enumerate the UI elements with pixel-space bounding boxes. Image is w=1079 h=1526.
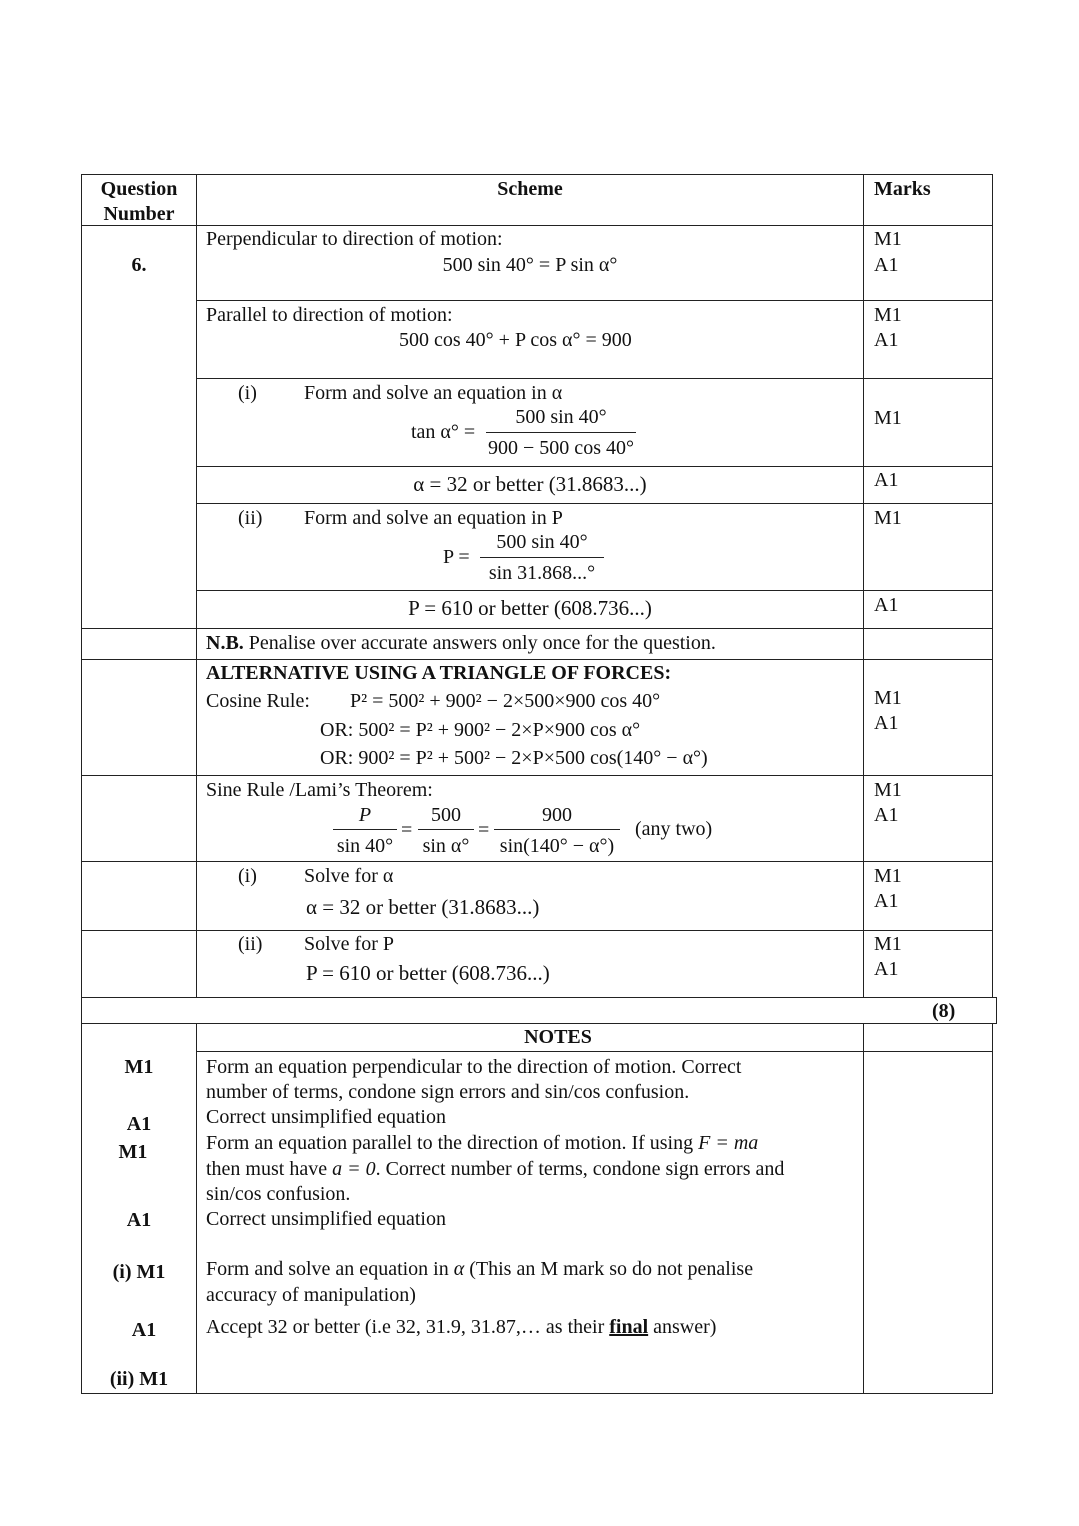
nb-note: N.B. Penalise over accurate answers only once for the question. (206, 632, 716, 654)
notes-m1-perp-line-1: Form an equation perpendicular to the direction of motion. Correct (206, 1056, 742, 1078)
notes-m1-para-line-3: sin/cos confusion. (206, 1183, 351, 1205)
cosine-eq-3: OR: 900² = P² + 500² − 2×P×500 cos(140° − α°) (320, 747, 708, 769)
notes-m1-para-line-1: Form an equation parallel to the direction of motion. If using F = ma (206, 1132, 759, 1154)
cosine-mark-2: A1 (874, 712, 899, 734)
perp-equation: 500 sin 40° = P sin α° (442, 254, 618, 276)
sine-any-two: (any two) (635, 818, 713, 840)
part-i-mark: M1 (874, 407, 902, 429)
part-ii-numerator: 500 sin 40° (496, 531, 588, 553)
alt-title: ALTERNATIVE USING A TRIANGLE OF FORCES: (206, 662, 672, 684)
question-number: 6. (131, 254, 147, 276)
cosine-rule-label: Cosine Rule: (206, 690, 310, 712)
notes-ii-m1: (ii) M1 (109, 1368, 169, 1390)
alt-i-mark-1: M1 (874, 865, 902, 887)
part-ii-result-mark: A1 (874, 594, 899, 616)
alt-ii-mark-1: M1 (874, 933, 902, 955)
notes-a1-para-text: Correct unsimplified equation (206, 1208, 446, 1230)
notes-a1-perp: A1 (126, 1113, 152, 1135)
perp-label: Perpendicular to direction of motion: (206, 228, 503, 250)
part-ii-denominator: sin 31.868...° (488, 562, 596, 584)
notes-m1-perp: M1 (124, 1056, 154, 1078)
alt-ii-text: Solve for P (304, 933, 394, 955)
alt-i-result: α = 32 or better (31.8683...) (306, 895, 540, 919)
header-marks: Marks (874, 178, 931, 200)
para-equation: 500 cos 40° + P cos α° = 900 (399, 329, 632, 351)
part-i-numerator: 500 sin 40° (515, 406, 607, 428)
header-scheme: Scheme (497, 178, 563, 200)
sine-equals-2: = (478, 819, 490, 841)
sine-mark-1: M1 (874, 779, 902, 801)
sine-num-2: 500 (431, 804, 461, 826)
para-label: Parallel to direction of motion: (206, 304, 453, 326)
notes-title: NOTES (524, 1026, 592, 1048)
alt-ii-label: (ii) (238, 933, 263, 955)
alt-i-text: Solve for α (304, 865, 394, 887)
header-question-number: Question Number (100, 178, 178, 225)
notes-a1-final-text: Accept 32 or better (i.e 32, 31.9, 31.87,… as their final answer) (206, 1316, 717, 1338)
cosine-mark-1: M1 (874, 687, 902, 709)
sine-num-3: 900 (542, 804, 572, 826)
notes-a1-final: A1 (131, 1319, 157, 1341)
sine-mark-2: A1 (874, 804, 899, 826)
part-ii-result: P = 610 or better (608.736...) (408, 596, 652, 620)
sine-den-3: sin(140° − α°) (499, 835, 615, 857)
part-ii-lhs: P = (443, 546, 470, 568)
perp-mark-1: M1 (874, 228, 902, 250)
notes-m1-perp-line-2: number of terms, condone sign errors and sin/cos confusion. (206, 1081, 690, 1103)
notes-a1-perp-text: Correct unsimplified equation (206, 1106, 446, 1128)
part-i-label: (i) (238, 382, 257, 404)
para-mark-1: M1 (874, 304, 902, 326)
part-i-result-mark: A1 (874, 469, 899, 491)
notes-i-m1: (i) M1 (112, 1261, 166, 1283)
alt-i-mark-2: A1 (874, 890, 899, 912)
sine-equals-1: = (401, 819, 413, 841)
notes-a1-para: A1 (126, 1209, 152, 1231)
cosine-eq-2: OR: 500² = P² + 900² − 2×P×900 cos α° (320, 719, 641, 741)
perp-mark-2: A1 (874, 254, 899, 276)
notes-i-m1-line-2: accuracy of manipulation) (206, 1284, 416, 1306)
notes-i-m1-line-1: Form and solve an equation in α (This an M mark so do not penalise (206, 1258, 754, 1280)
sine-num-1: P (358, 804, 372, 826)
alt-ii-mark-2: A1 (874, 958, 899, 980)
part-i-lhs: tan α° = (411, 421, 476, 443)
total-marks: (8) (932, 1000, 956, 1022)
sine-den-1: sin 40° (336, 835, 394, 857)
sine-rule-label: Sine Rule /Lami’s Theorem: (206, 779, 433, 801)
alt-ii-result: P = 610 or better (608.736...) (306, 961, 550, 985)
notes-m1-para-line-2: then must have a = 0. Correct number of terms, condone sign errors and (206, 1158, 785, 1180)
part-ii-text: Form and solve an equation in P (304, 507, 563, 529)
sine-den-2: sin α° (422, 835, 470, 857)
para-mark-2: A1 (874, 329, 899, 351)
part-i-text: Form and solve an equation in α (304, 382, 563, 404)
notes-m1-para: M1 (118, 1141, 148, 1163)
cosine-eq-1: P² = 500² + 900² − 2×500×900 cos 40° (350, 690, 661, 712)
part-ii-label: (ii) (238, 507, 263, 529)
alt-i-label: (i) (238, 865, 257, 887)
part-i-denominator: 900 − 500 cos 40° (488, 437, 634, 459)
part-ii-mark: M1 (874, 507, 902, 529)
part-i-result: α = 32 or better (31.8683...) (413, 472, 647, 496)
